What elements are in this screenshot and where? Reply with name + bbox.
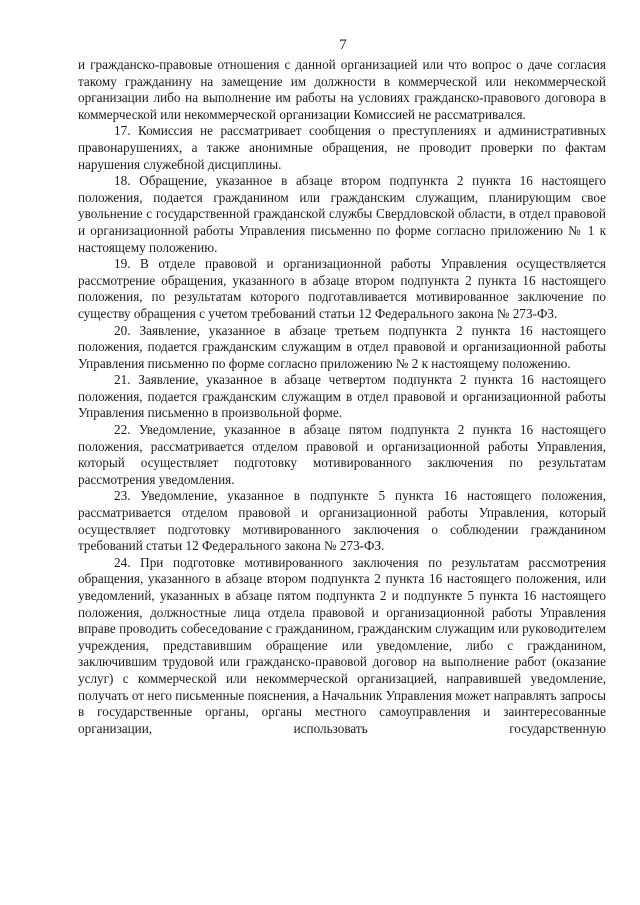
paragraph-17: 17. Комиссия не рассматривает сообщения о преступлениях и административных правонарушениях, а также анонимные обращения, не проводит проверки по фактам нарушения служебной дисциплины. <box>78 123 606 172</box>
paragraph-23: 23. Уведомление, указанное в подпункте 5 пункта 16 настоящего положения, рассматривается отделом правовой и организационной работы Управления, который осуществляет подготовку мотивированного заключения о соблюдении гражданином требований статьи 12 Федерального закона № 273-ФЗ. <box>78 488 606 554</box>
page-number: 7 <box>339 37 347 53</box>
paragraph-21: 21. Заявление, указанное в абзаце четвертом подпункта 2 пункта 16 настоящего положения, подается гражданским служащим в отдел правовой и организационной работы Управления письменно в произвольной форме. <box>78 372 606 421</box>
paragraph-24: 24. При подготовке мотивированного заключения по результатам рассмотрения обращения, указанного в абзаце втором подпункта 2 пункта 16 настоящего положения, или уведомлений, указанных в абзаце пятом подпункта 2 и подпункте 5 пункта 16 настоящего положения, должностные лица отдела правовой и организационной работы Управления вправе проводить собеседование с гражданином, гражданским служащим или руководителем учреждения, представившим обращение или уведомление, либо с гражданином, заключившим трудовой или гражданско-правовой договор на выполнение работ (оказание услуг) с коммерческой или некоммерческой организацией, направившей уведомление, получать от него письменные пояснения, а Начальник Управления может направлять запросы в государственные органы, органы местного самоуправления и заинтересованные организации, использовать государственную <box>78 554 606 736</box>
paragraph-continuation: и гражданско-правовые отношения с данной организацией или что вопрос о даче согласия такому гражданину на замещение им должности в коммерческой или некоммерческой организации либо на выполнение им работы на условиях гражданско-правового договора в коммерческой или некоммерческой организации Комиссией не рассматривался. <box>78 57 606 122</box>
paragraph-22: 22. Уведомление, указанное в абзаце пятом подпункта 2 пункта 16 настоящего положения, рассматривается отделом правовой и организационной работы Управления, который осуществляет подготовку мотивированного заключения по результатам рассмотрения уведомления. <box>78 422 606 487</box>
paragraph-19: 19. В отделе правовой и организационной работы Управления осуществляется рассмотрение обращения, указанного в абзаце втором подпункта 2 пункта 16 настоящего положения, по результатам которого подготавливается мотивированное заключение по существу обращения с учетом требований статьи 12 Федерального закона № 273-ФЗ. <box>78 256 606 321</box>
paragraph-20: 20. Заявление, указанное в абзаце третьем подпункта 2 пункта 16 настоящего положения, подается гражданским служащим в отдел правовой и организационной работы Управления письменно по форме согласно приложению № 2 к настоящему положению. <box>78 322 606 371</box>
paragraph-18: 18. Обращение, указанное в абзаце втором подпункта 2 пункта 16 настоящего положения, подается гражданином или гражданским служащим, планирующим свое увольнение с государственной гражданской службы Свердловской области, в отдел правовой и организационной работы Управления письменно по форме согласно приложению № 1 к настоящему положению. <box>78 173 606 255</box>
document-body <box>78 57 606 737</box>
